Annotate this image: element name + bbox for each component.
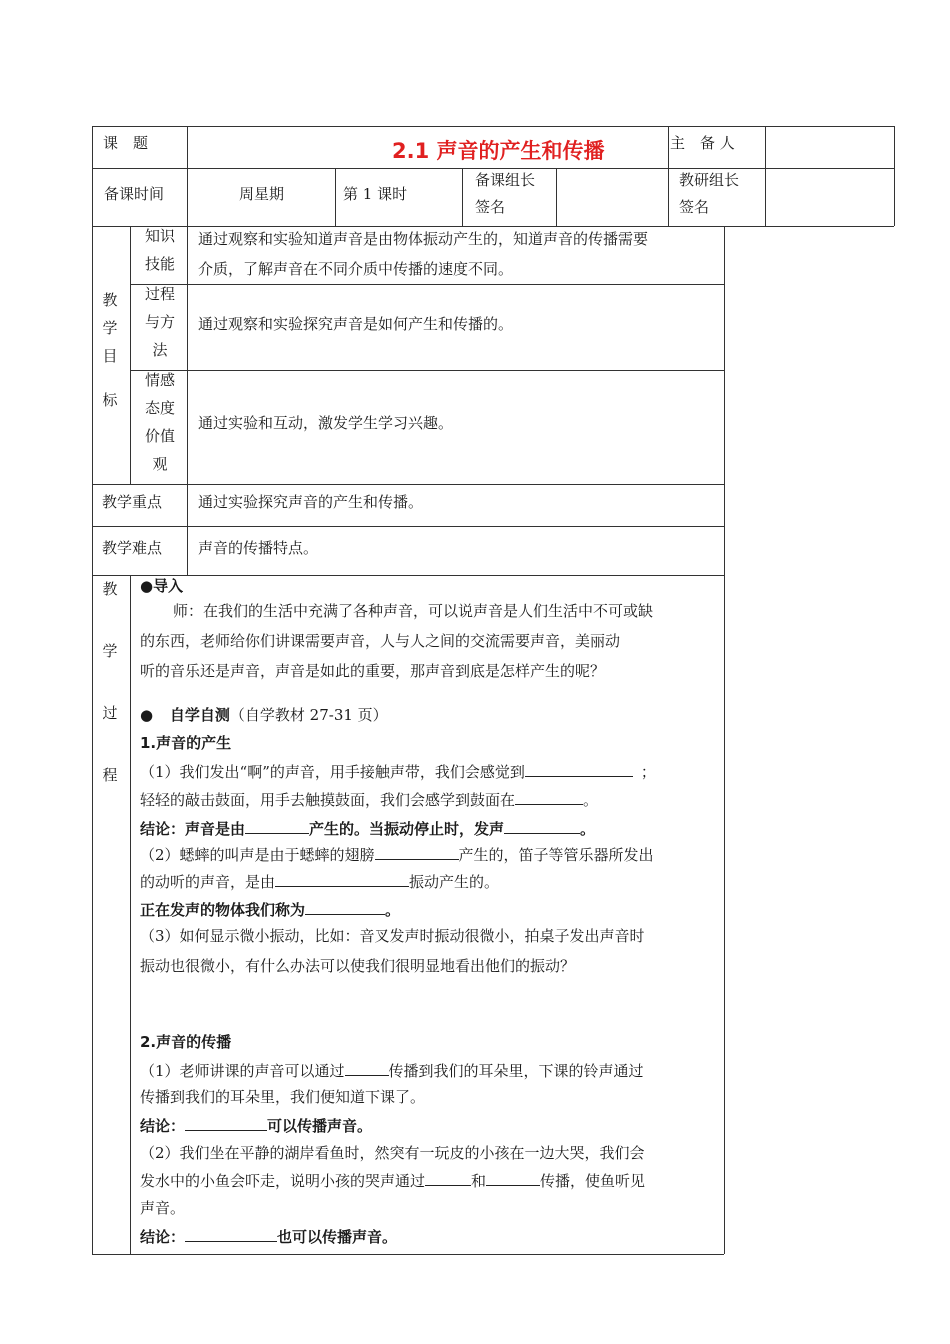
answer-blank[interactable] [345,1059,389,1076]
process-section-label: 教 学 过 程 [102,580,118,784]
key-points-text: 通过实验探究声音的产生和传播。 [198,493,424,511]
process-method-label: 过程 与方 法 [144,285,175,359]
section2-heading: 2.声音的传播 [140,1033,232,1051]
s1-q3: （3）如何显示微小振动，比如：音叉发声时振动很微小，拍桌子发出声音时 振动也很微小，有什么办法可以使我们很明显地看出他们的振动？ [140,927,645,975]
week-label: 周星期 [239,185,285,203]
intro-paragraph-cont: 的东西，老师给你们讲课需要声音，人与人之间的交流需要声音，美丽动 听的音乐还是声音，声音是如此的重要，那声音到底是怎样产生的呢？ [140,632,621,680]
group-leader-sign-label: 签名 [475,198,506,216]
s2-q1-line1: （1）老师讲课的声音可以通过 传播到我们的耳朵里，下课的铃声通过 [140,1059,644,1081]
s1-q1-line1: （1）我们发出“啊”的声音，用手接触声带，我们会感觉到 ； [140,760,656,782]
answer-blank[interactable] [185,1114,267,1131]
s1-q2-line1: （2）蟋蟀的叫声是由于蟋蟀的翅膀 产生的，笛子等管乐器所发出 [140,843,654,865]
s1-q2-line2: 的动听的声音，是由 振动产生的。 [140,870,499,892]
difficulties-label: 教学难点 [102,539,163,557]
answer-blank[interactable] [305,898,385,915]
answer-blank[interactable] [525,760,633,777]
self-study-heading: 自学自测 [169,706,230,724]
answer-blank[interactable] [486,1169,540,1186]
knowledge-text: 通过观察和实验知道声音是由物体振动产生的，知道声音的传播需要 介质，了解声音在不同介质中传播的速度不同。 [198,230,649,278]
s2-q2-line1: （2）我们坐在平静的湖岸看鱼时，然突有一玩皮的小孩在一边大哭，我们会 [140,1144,645,1162]
process-method-text: 通过观察和实验探究声音是如何产生和传播的。 [198,315,514,333]
prep-time-label: 备课时间 [104,185,165,203]
answer-blank[interactable] [245,817,309,834]
answer-blank[interactable] [185,1225,277,1242]
answer-blank[interactable] [275,870,409,887]
s1-conclusion1: 结论：声音是由 产生的。当振动停止时，发声 。 [140,817,595,839]
answer-blank[interactable] [425,1169,471,1186]
knowledge-label: 知识 技能 [144,227,175,273]
s2-q2-line2: 发水中的小鱼会吓走，说明小孩的哭声通过 和 传播，使鱼听见 [140,1169,645,1191]
s2-q1-line2: 传播到我们的耳朵里，我们便知道下课了。 [140,1088,426,1106]
emotion-label: 情感 态度 价值 观 [144,371,175,473]
answer-blank[interactable] [504,817,580,834]
self-study-note: （自学教材 27-31 页） [229,706,388,724]
self-study-line [140,704,388,725]
research-leader-label: 教研组长 [679,171,740,189]
intro-paragraph: 师：在我们的生活中充满了各种声音，可以说声音是人们生活中不可或缺 [173,602,654,620]
s2-conclusion1: 结论： 可以传播声音。 [140,1114,372,1136]
topic-label: 课 题 [103,134,149,152]
objectives-section-label: 教 学 目 标 [102,291,118,409]
period-label: 第 1 课时 [343,185,408,203]
intro-heading: ●导入 [140,577,184,595]
s2-q2-line3: 声音。 [140,1199,186,1217]
lesson-title: 2.1 声音的产生和传播 [392,139,605,163]
key-points-label: 教学重点 [102,493,163,511]
difficulties-text: 声音的传播特点。 [198,539,319,557]
s1-q1-line2: 轻轻的敲击鼓面，用手去触摸鼓面，我们会感学到鼓面在 。 [140,788,598,810]
s2-conclusion2: 结论： 也可以传播声音。 [140,1225,397,1247]
answer-blank[interactable] [375,843,459,860]
preparer-label: 主 备 人 [670,134,735,152]
s1-conclusion2: 正在发声的物体我们称为 。 [140,898,400,920]
answer-blank[interactable] [515,788,583,805]
group-leader-label: 备课组长 [475,171,536,189]
research-leader-sign-label: 签名 [679,198,710,216]
section1-heading: 1.声音的产生 [140,734,232,752]
bullet-icon: ● [140,706,154,724]
emotion-text: 通过实验和互动，激发学生学习兴趣。 [198,414,454,432]
